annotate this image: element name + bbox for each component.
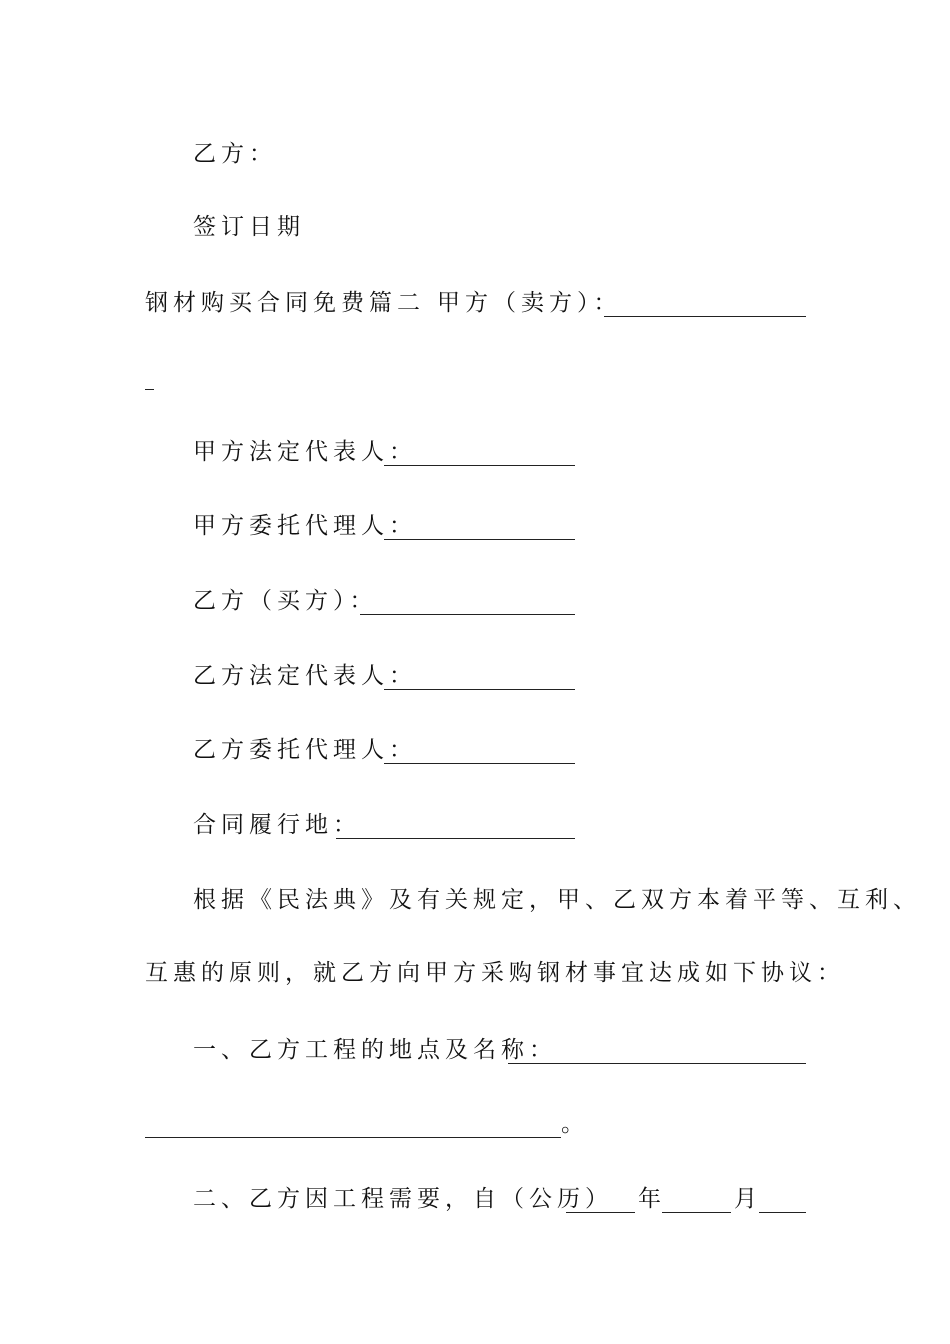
party-b-agent-label: 乙方委托代理人： <box>193 737 417 763</box>
place-label: 合同履行地： <box>193 812 361 838</box>
party-a-agent-line <box>0 511 950 541</box>
party-b-agent-line <box>0 735 950 765</box>
heading-line <box>0 288 950 318</box>
intro-line-1 <box>0 885 950 915</box>
clause1-label: 一、乙方工程的地点及名称： <box>193 1037 557 1063</box>
clause2-line <box>0 1184 950 1214</box>
party-b-rep-line <box>0 661 950 691</box>
party-a-rep-line <box>0 437 950 467</box>
intro-text-1: 根据《民法典》及有关规定，甲、乙双方本着平等、互利、 <box>193 887 921 913</box>
year-label: 年 <box>638 1186 666 1212</box>
day-blank <box>759 1212 806 1213</box>
clause1-blank <box>508 1063 806 1064</box>
party-b-rep-label: 乙方法定代表人： <box>193 663 417 689</box>
party-b-buyer-line <box>0 586 950 616</box>
party-a-rep-blank <box>384 465 575 466</box>
clause1-continued-line <box>0 1109 950 1139</box>
place-blank <box>336 838 575 839</box>
month-blank <box>662 1212 731 1213</box>
place-line <box>0 810 950 840</box>
party-a-agent-blank <box>384 539 575 540</box>
party-a-seller-blank <box>604 316 806 317</box>
party-a-rep-label: 甲方法定代表人： <box>193 439 417 465</box>
party-b-agent-blank <box>384 763 575 764</box>
party-a-agent-label: 甲方委托代理人： <box>193 513 417 539</box>
party-b-line <box>0 139 950 169</box>
party-b-buyer-label: 乙方（买方）： <box>193 588 378 614</box>
intro-text-2: 互惠的原则，就乙方向甲方采购钢材事宜达成如下协议： <box>145 960 845 986</box>
party-a-seller-label: 甲方（卖方）： <box>437 290 622 316</box>
sign-date-label: 签订日期 <box>193 214 305 240</box>
party-b-label: 乙方： <box>193 141 277 167</box>
overflow-blank-line <box>0 361 950 391</box>
clause2-label: 二、乙方因工程需要，自（公历） <box>193 1186 613 1212</box>
party-b-rep-blank <box>384 689 575 690</box>
party-a-seller-blank-overflow <box>145 389 154 390</box>
sign-date-line <box>0 212 950 242</box>
section-heading: 钢材购买合同免费篇二 <box>145 290 425 316</box>
clause1-line <box>0 1035 950 1065</box>
party-b-buyer-blank <box>360 614 575 615</box>
clause1-blank-continued <box>145 1137 561 1138</box>
intro-line-2 <box>0 958 950 988</box>
month-label: 月 <box>734 1186 762 1212</box>
year-blank <box>566 1212 635 1213</box>
clause1-end-mark: 。 <box>561 1111 589 1137</box>
